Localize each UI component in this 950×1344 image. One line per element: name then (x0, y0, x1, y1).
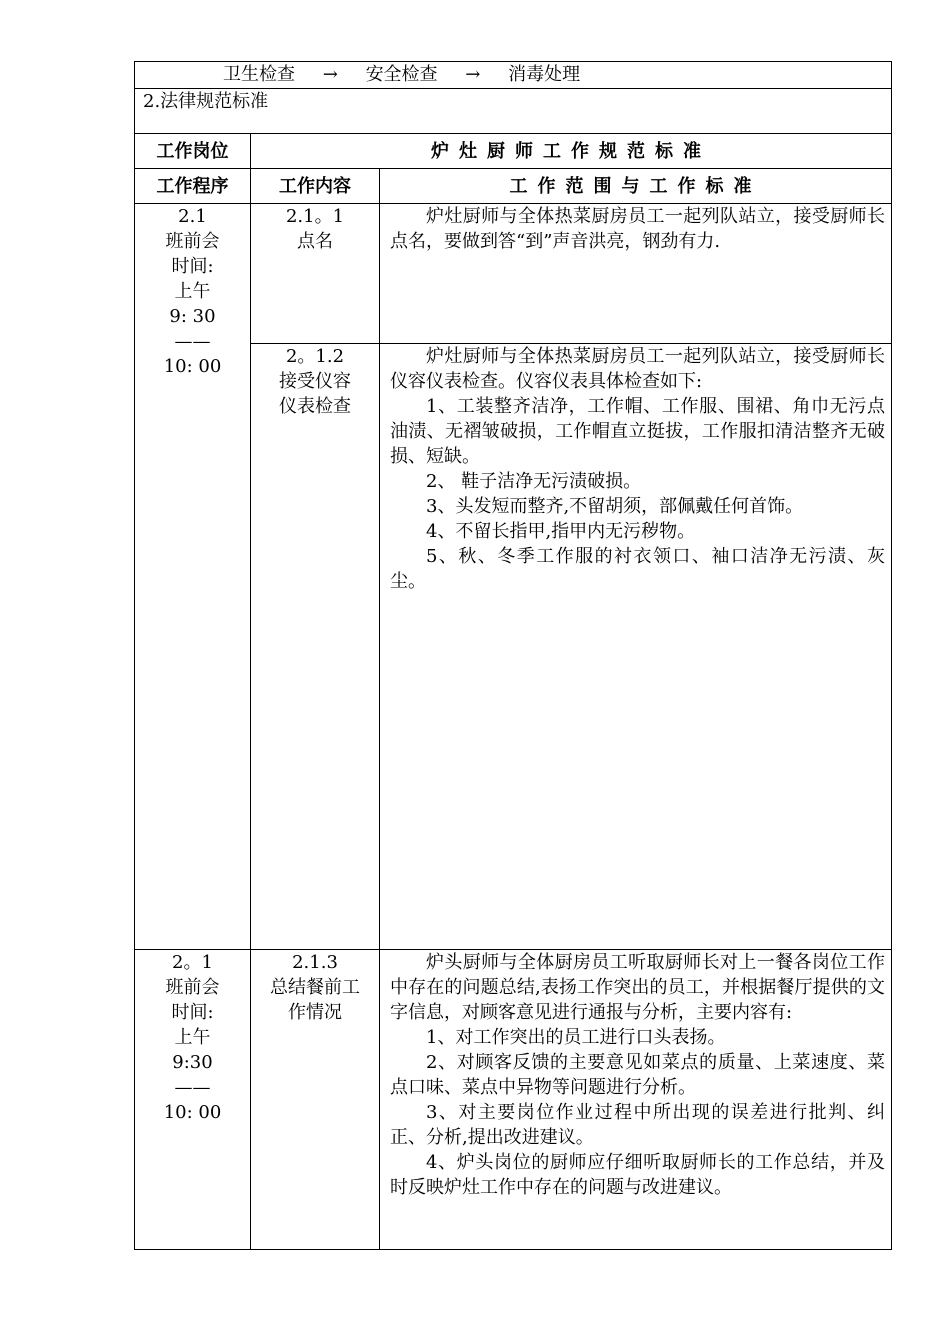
content-line: 接受仪容 (279, 371, 351, 392)
standard-paragraph: 炉头厨师与全体厨房员工听取厨师长对上一餐各岗位工作中存在的问题总结,表扬工作突出的员工，并根据餐厅提供的文字信息，对顾客意见进行通报与分析，主要内容有: (390, 952, 886, 1023)
standard-item: 3、头发短而整齐,不留胡须，部佩戴任何首饰。 (426, 496, 804, 517)
table-row (135, 204, 892, 344)
flow-step-safety: 安全检查 (365, 64, 438, 85)
standards-table (134, 61, 892, 1250)
standard-paragraph: 炉灶厨师与全体热菜厨房员工一起列队站立，接受厨师长点名，要做到答“到”声音洪亮，钢劲有力. (390, 206, 886, 252)
content-line: 总结餐前工 (270, 977, 360, 998)
content-line: 仪表检查 (279, 396, 351, 417)
procedure-line: 班前会 (165, 977, 220, 998)
column-header-row (135, 169, 892, 204)
standard-item: 1、工装整齐洁净，工作帽、工作服、围裙、角巾无污点油渍、无褶皱破损，工作帽直立挺拔，工作服扣清洁整齐无破损、短缺。 (390, 396, 886, 467)
content-header: 工作内容 (251, 169, 380, 204)
standard-item: 2、 鞋子洁净无污渍破损。 (426, 471, 642, 492)
content-line: 2.1.3 (292, 952, 338, 973)
procedure-line: 上午 (174, 281, 211, 302)
content-line: 作情况 (288, 1002, 342, 1023)
procedure-line: 班前会 (165, 231, 220, 252)
standard-item: 4、炉头岗位的厨师应仔细听取厨师长的工作总结，并及时反映炉灶工作中存在的问题与改进建议。 (390, 1152, 886, 1198)
standard-paragraph: 炉灶厨师与全体热菜厨房员工一起列队站立，接受厨师长仪容仪表检查。仪容仪表具体检查如下: (390, 346, 886, 392)
standard-item: 4、不留长指甲,指甲内无污秽物。 (426, 521, 696, 542)
procedure-line: —— (174, 331, 211, 352)
content-line: 2.1。1 (285, 206, 345, 227)
procedure-line: 10: 00 (163, 1102, 222, 1123)
content-line: 2。1.2 (285, 346, 345, 367)
content-cell (251, 950, 380, 1250)
procedure-line: 上午 (174, 1027, 211, 1048)
flow-row (135, 62, 892, 89)
post-label: 工作岗位 (135, 134, 251, 169)
procedure-line: 2。1 (172, 952, 213, 973)
procedure-line: 2.1 (178, 206, 207, 227)
section-title-row (135, 89, 892, 134)
standard-item: 2、对顾客反馈的主要意见如菜点的质量、上菜速度、菜点口味、菜点中异物等问题进行分析。 (390, 1052, 886, 1098)
post-row (135, 134, 892, 169)
content-line: 点名 (297, 231, 333, 252)
content-cell (251, 204, 380, 344)
flow-cell (135, 62, 892, 89)
section-title: 2.法律规范标准 (135, 89, 892, 134)
scope-header: 工作范围与工作标准 (380, 169, 892, 204)
flow-step-sanitation: 卫生检查 (223, 64, 295, 85)
standard-item: 3、对主要岗位作业过程中所出现的误差进行批判、纠正、分析,提出改进建议。 (390, 1102, 886, 1148)
standard-cell (380, 204, 892, 344)
post-value: 炉灶厨师工作规范标准 (251, 134, 892, 169)
table-row (135, 950, 892, 1250)
procedure-line: 时间: (171, 1002, 214, 1023)
flow-arrow-icon: → (465, 64, 481, 85)
content-cell (251, 344, 380, 950)
flow-step-disinfection: 消毒处理 (508, 64, 581, 85)
standard-cell (380, 344, 892, 950)
procedure-line: 时间: (171, 256, 214, 277)
procedure-cell (135, 950, 251, 1250)
procedure-header: 工作程序 (135, 169, 251, 204)
standard-item: 5、秋、冬季工作服的衬衣领口、袖口洁净无污渍、灰尘。 (390, 546, 886, 592)
standard-item: 1、对工作突出的员工进行口头表扬。 (426, 1027, 726, 1048)
flow-arrow-icon: → (322, 64, 338, 85)
procedure-line: 9: 30 (169, 306, 216, 327)
procedure-line: 10: 00 (163, 356, 222, 377)
procedure-line: 9:30 (172, 1052, 213, 1073)
procedure-line: —— (174, 1077, 211, 1098)
procedure-cell (135, 204, 251, 950)
standard-cell (380, 950, 892, 1250)
